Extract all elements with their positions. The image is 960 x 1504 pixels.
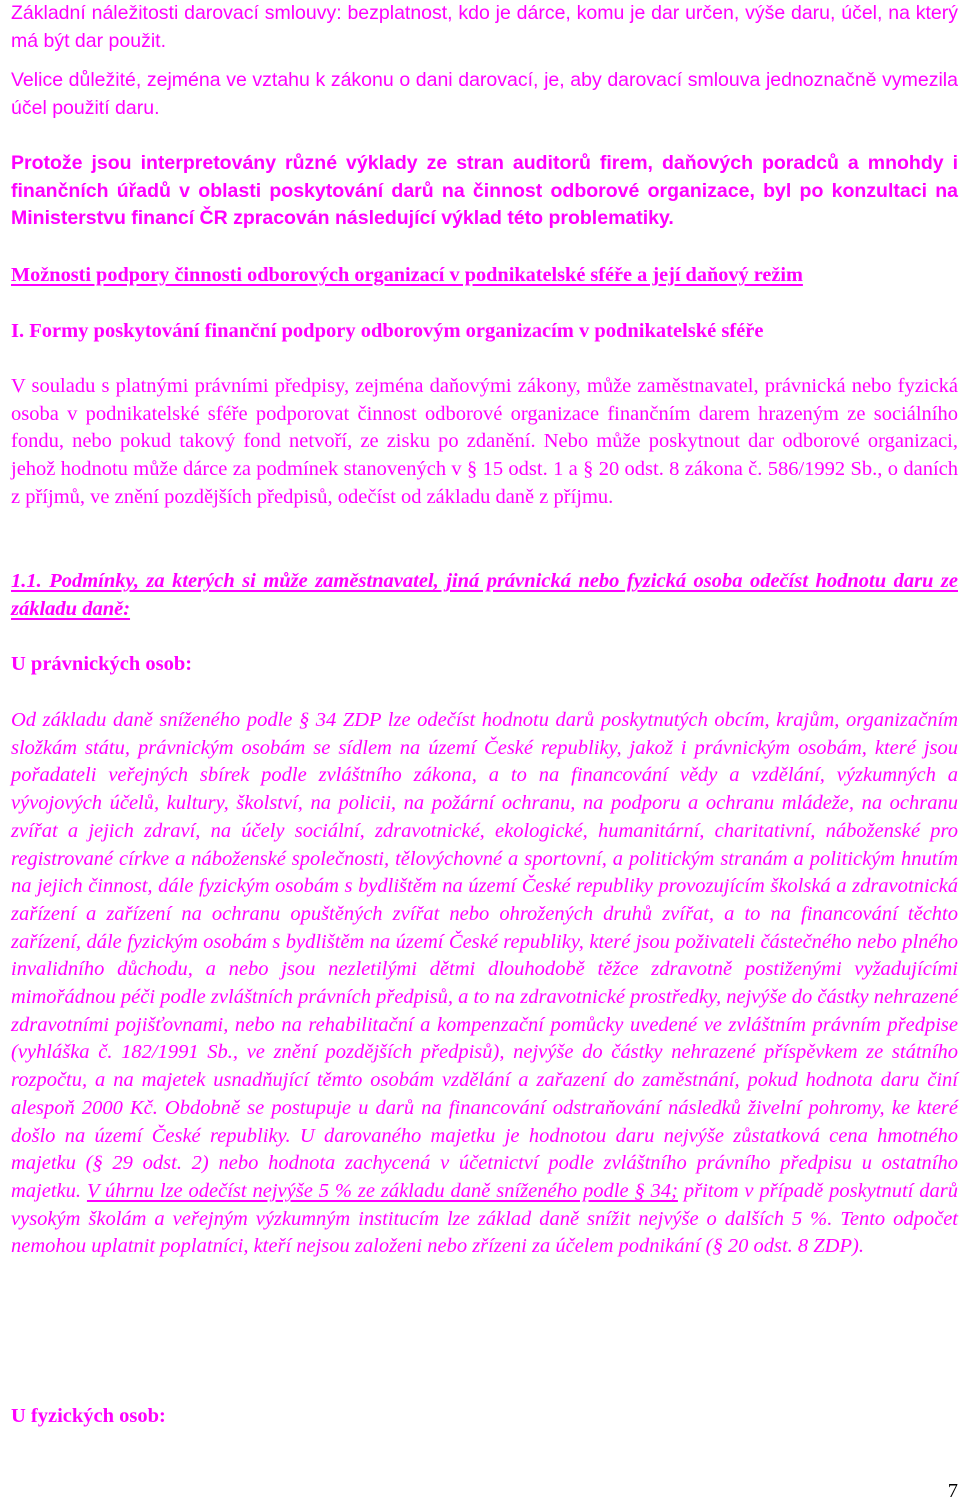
legal-persons-body-main: Od základu daně sníženého podle § 34 ZDP lze odečíst hodnotu darů poskytnutých obcím, krajům, organizačním složkám státu, právnickým osobám se sídlem na území České republiky, jakož i právnickým osobám, které jsou pořadateli veřejných sbírek podle zvláštního zákona, a to na financování vědy a vzdělání, výzkumných a vývojových účelů, kultury, školství, na policii, na požární ochranu, na podporu a ochranu mládeže, na ochranu zvířat a jejich zdraví, na účely sociální, zdravotnické, ekologické, humanitární, charitativní, náboženské pro registrované církve a náboženské společnosti, tělovýchovné a sportovní, a politickým stranám a politickým hnutím na jejich činnost, dále fyzickým osobám s bydlištěm na území České republiky provozujícím školská a zdravotnická zařízení a zařízení na ochranu opuštěných zvířat nebo ohrožených druhů zvířat, a to na financování těchto zařízení, dále fyzickým osobám s bydlištěm na území České republiky, které jsou poživateli částečného nebo plného invalidního důchodu, a nebo jsou nezletilými dětmi dlouhodobě těžce zdravotně postiženými vyžadujícími mimořádnou péči podle zvláštních právních předpisů, a to na zdravotnické prostředky, nejvýše do částky nehrazené zdravotními pojišťovnami, nebo na rehabilitační a kompenzační pomůcky uvedené ve zvláštním právním předpise (vyhláška č. 182/1991 Sb., ve znění pozdějších předpisů), nejvýše do částky nehrazené příspěvkem ze státního rozpočtu, a na majetek usnadňující těmto osobám vzdělání a zařazení do zaměstnání, pokud hodnota daru činí alespoň 2000 Kč. Obdobně se postupuje u darů na financování odstraňování následků živelní pohromy, ke které došlo na území České republiky. U darovaného majetku je hodnotou daru nejvýše zůstatková cena hmotného majetku (§ 29 odst. 2) nebo hodnota zachycená v účetnictví podle zvláštního právního předpisu u ostatního majetku. — [11, 709, 958, 1202]
page-number: 7 — [947, 1480, 958, 1502]
section-1-1-title: 1.1. Podmínky, za kterých si může zaměstnavatel, jiná právnická nebo fyzická osoba odečíst hodnotu daru ze základu daně: — [11, 570, 958, 620]
notice-paragraph: Protože jsou interpretovány různé výklady ze stran auditorů firem, daňových poradců a mnohdy i finančních úřadů v oblasti poskytování darů na činnost odborové organizace, byl po konzultaci na Ministerstvu financí ČR zpracován následující výklad této problematiky. — [11, 152, 958, 230]
intro-paragraph-1: Základní náležitosti darovací smlouvy: bezplatnost, kdo je dárce, komu je dar určen, výše daru, účel, na který má být dar použit. — [11, 2, 958, 52]
intro-paragraph-2: Velice důležité, zejména ve vztahu k zákonu o dani darovací, je, aby darovací smlouva jednoznačně vymezila účel použití daru. — [11, 69, 958, 119]
legal-persons-limit-underlined: V úhrnu lze odečíst nejvýše 5 % ze základu daně sníženého podle § 34; — [86, 1179, 678, 1202]
natural-persons-heading: U fyzických osob: — [11, 1405, 166, 1427]
legal-persons-body — [11, 707, 958, 1261]
legal-persons-body-tail: přitom v případě poskytnutí darů vysokým školám a veřejným výzkumným institucím lze základ daně snížit nejvýše o dalších 5 %. Tento odpočet nemohou uplatnit poplatníci, kteří nejsou založeni nebo zřízeni za účelem podnikání (§ 20 odst. 8 ZDP). — [11, 1179, 958, 1258]
legal-persons-heading: U právnických osob: — [11, 653, 193, 675]
section-1-body: V souladu s platnými právními předpisy, zejména daňovými zákony, může zaměstnavatel, právnická nebo fyzická osoba v podnikatelské sféře podporovat činnost odborové organizace finančním darem hrazeným ze sociálního fondu, nebo pokud takový fond netvoří, ze zisku po zdanění. Nebo může poskytnout dar odborové organizaci, jehož hodnotu může dárce za podmínek stanovených v § 15 odst. 1 a § 20 odst. 8 zákona č. 586/1992 Sb., o daních z příjmů, ve znění pozdějších předpisů, odečíst od základu daně z příjmu. — [11, 375, 958, 508]
main-heading: Možnosti podpory činnosti odborových organizací v podnikatelské sféře a její daňový režim — [11, 264, 803, 286]
section-1-title: I. Formy poskytování finanční podpory odborovým organizacím v podnikatelské sféře — [11, 320, 764, 342]
